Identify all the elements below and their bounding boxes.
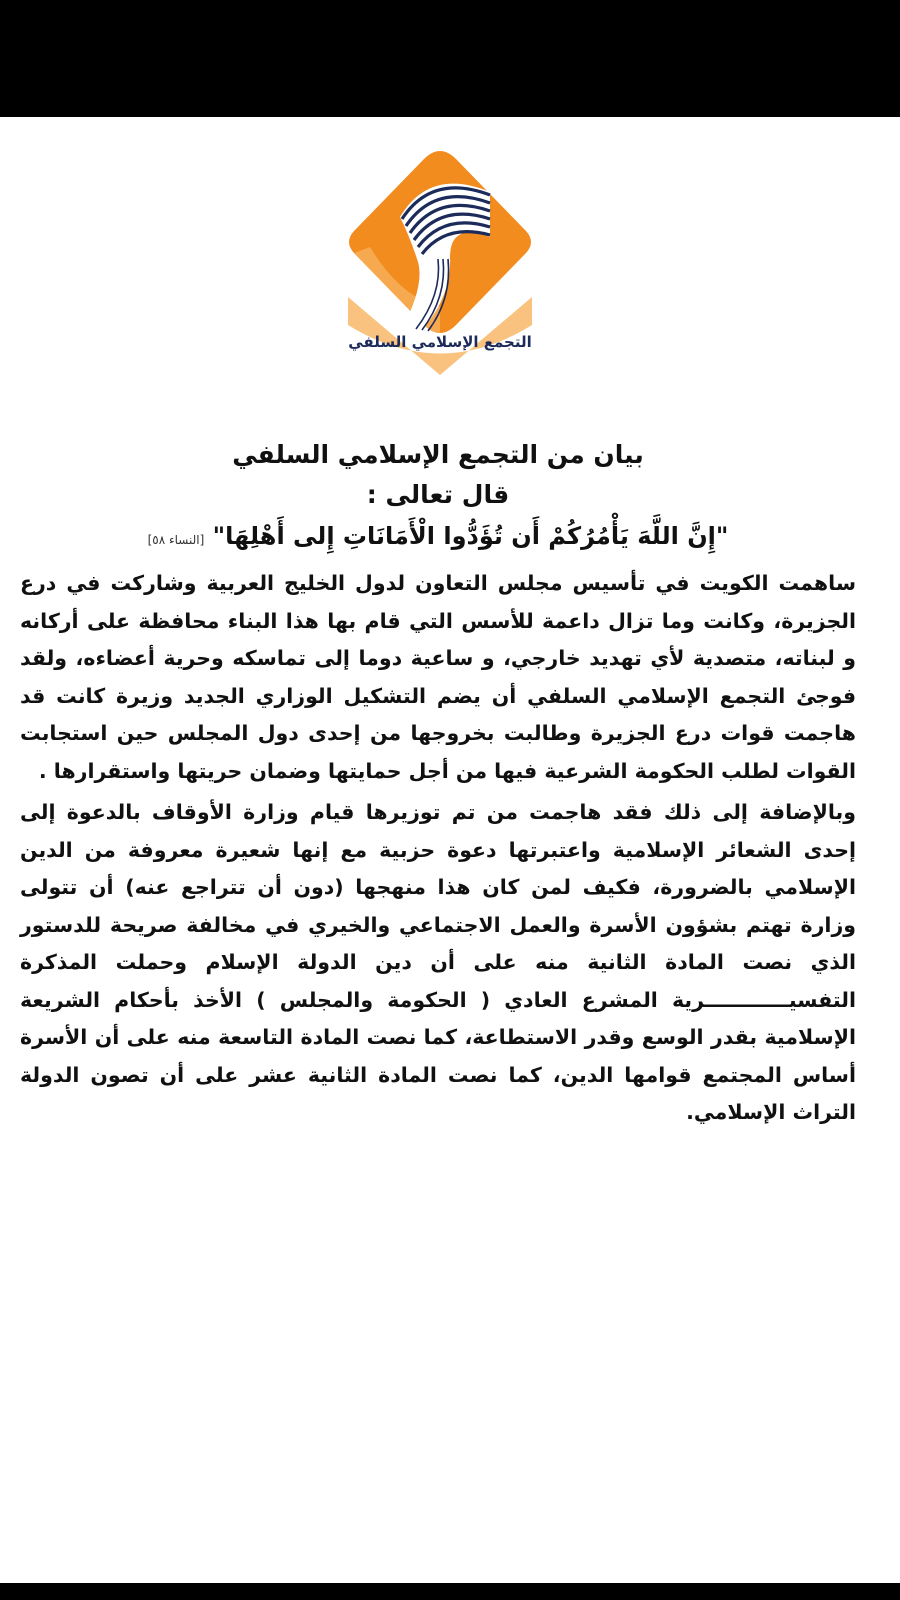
statement-title: بيان من التجمع الإسلامي السلفي xyxy=(232,440,644,469)
quran-verse xyxy=(20,515,856,561)
logo-text: التجمع الإسلامي السلفي xyxy=(348,333,532,351)
document-page xyxy=(0,117,900,1583)
quran-intro: قال تعالى : xyxy=(366,480,510,509)
verse-reference: [النساء ٥٨] xyxy=(147,533,205,547)
salafi-logo xyxy=(340,147,540,377)
paragraph-1: ساهمت الكويت في تأسيس مجلس التعاون لدول الخليج العربية وشاركت في درع الجزيرة، وكانت وما تزال داعمة للأسس التي قام بها هذا البناء محافظة على أركانه و لبناته، متصدية لأي تهديد خارجي، و ساعية دوما إلى تماسكه وحرية أعضاءه، ولقد فوجئ التجمع الإسلامي السلفي أن يضم التشكيل الوزاري الجديد وزيرة كانت قد هاجمت قوات درع الجزيرة وطالبت بخروجها من إحدى دول المجلس حين استجابت القوات لطلب الحكومة الشرعية فيها من أجل حمايتها وضمان حريتها واستقرارها . xyxy=(20,571,856,783)
verse-text: "إِنَّ اللَّهَ يَأْمُرُكُمْ أَن تُؤَدُّوا الْأَمَانَاتِ إِلى أَهْلِهَا" xyxy=(212,522,729,550)
paragraph-2: وبالإضافة إلى ذلك فقد هاجمت من تم توزيرها قيام وزارة الأوقاف بالدعوة إلى إحدى الشعائر الإسلامية واعتبرتها دعوة حزبية مع إنها شعيرة معروفة من الدين الإسلامي بالضرورة، فكيف لمن كان هذا منهجها (دون أن تتراجع عنه) أن تتولى وزارة تهتم بشؤون الأسرة والعمل الاجتماعي والخيري في مخالفة صريحة للدستور الذي نصت المادة الثانية منه على أن دين الدولة الإسلام وحملت المذكرة التفسيــــــــــــرية المشرع العادي ( الحكومة والمجلس ) الأخذ بأحكام الشريعة الإسلامية بقدر الوسع وقدر الاستطاعة، كما نصت المادة التاسعة منه على أن الأسرة أساس المجتمع قوامها الدين، كما نصت المادة الثانية عشر على أن تصون الدولة التراث الإسلامي. xyxy=(20,800,856,1124)
statement-text xyxy=(20,435,856,1132)
